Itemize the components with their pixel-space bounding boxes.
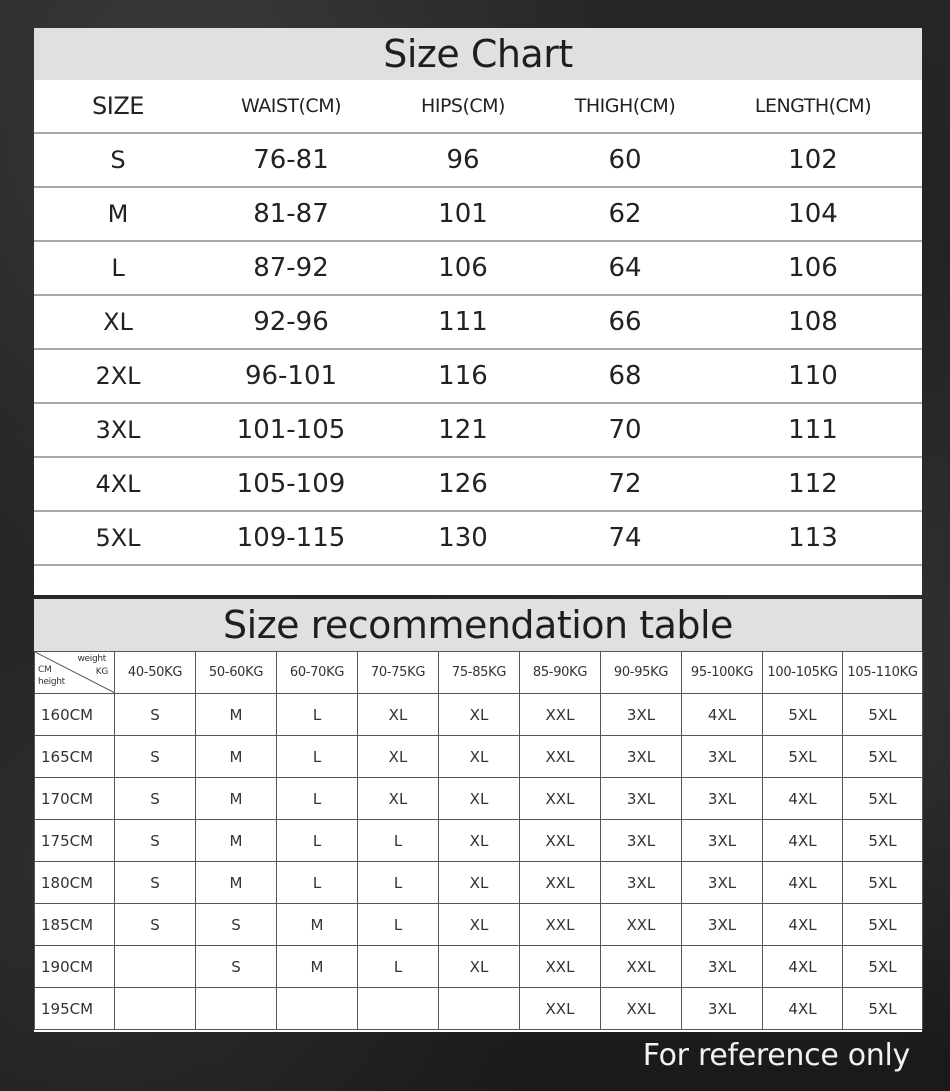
size-cell: S — [196, 946, 277, 988]
height-label: 170CM — [35, 778, 115, 820]
corner-weight-label: weight — [77, 654, 106, 664]
size-chart-panel — [34, 28, 922, 595]
height-label: 165CM — [35, 736, 115, 778]
cell-hips: 121 — [438, 415, 488, 445]
corner-cell — [35, 652, 115, 694]
cell-size: 3XL — [95, 416, 141, 444]
height-label: 160CM — [35, 694, 115, 736]
cell-size: 4XL — [95, 470, 141, 498]
size-cell: 4XL — [763, 904, 843, 946]
cell-waist: 109-115 — [236, 523, 346, 553]
size-cell: XL — [439, 778, 520, 820]
size-cell: 3XL — [601, 778, 682, 820]
size-cell: 3XL — [601, 862, 682, 904]
weight-header: 85-90KG — [520, 652, 601, 694]
cell-waist: 76-81 — [253, 145, 329, 175]
size-cell: L — [358, 904, 439, 946]
size-cell: XL — [358, 736, 439, 778]
size-cell: M — [277, 946, 358, 988]
size-cell: 4XL — [763, 778, 843, 820]
header-thigh: THIGH(CM) — [574, 95, 676, 117]
recommendation-table — [34, 651, 923, 1030]
size-cell: L — [277, 694, 358, 736]
cell-hips: 101 — [438, 199, 488, 229]
size-cell: XL — [439, 820, 520, 862]
table-row — [35, 820, 923, 862]
header-length: LENGTH(CM) — [754, 95, 872, 117]
size-cell: S — [115, 778, 196, 820]
size-chart-header-row — [34, 80, 922, 134]
weight-header: 105-110KG — [843, 652, 923, 694]
size-cell: 5XL — [763, 694, 843, 736]
size-cell: XXL — [520, 988, 601, 1030]
size-cell: L — [358, 820, 439, 862]
size-cell: M — [196, 778, 277, 820]
cell-length: 104 — [788, 199, 838, 229]
table-row — [35, 988, 923, 1030]
cell-size: 5XL — [95, 524, 141, 552]
size-cell: XXL — [520, 904, 601, 946]
size-cell: 4XL — [763, 862, 843, 904]
size-cell — [115, 946, 196, 988]
cell-thigh: 64 — [608, 253, 642, 283]
cell-length: 110 — [788, 361, 838, 391]
weight-header: 100-105KG — [763, 652, 843, 694]
size-cell: XL — [439, 904, 520, 946]
size-cell: XL — [439, 862, 520, 904]
size-cell: 3XL — [682, 904, 763, 946]
cell-thigh: 62 — [608, 199, 642, 229]
height-label: 180CM — [35, 862, 115, 904]
size-cell: M — [196, 820, 277, 862]
size-cell: L — [277, 736, 358, 778]
size-cell: 3XL — [682, 736, 763, 778]
size-cell: 3XL — [682, 778, 763, 820]
cell-waist: 101-105 — [236, 415, 346, 445]
cell-waist: 87-92 — [253, 253, 329, 283]
weight-header: 60-70KG — [277, 652, 358, 694]
cell-size: L — [111, 254, 125, 282]
size-cell: 3XL — [601, 694, 682, 736]
size-cell: M — [196, 862, 277, 904]
size-cell: L — [358, 946, 439, 988]
table-row — [35, 946, 923, 988]
cell-length: 113 — [788, 523, 838, 553]
size-chart-row — [34, 512, 922, 566]
size-cell: S — [115, 736, 196, 778]
header-waist: WAIST(CM) — [241, 95, 341, 117]
size-cell — [277, 988, 358, 1030]
size-cell: 3XL — [601, 820, 682, 862]
size-cell: S — [115, 820, 196, 862]
size-cell: 4XL — [682, 694, 763, 736]
size-cell: 5XL — [843, 862, 923, 904]
weight-header: 70-75KG — [358, 652, 439, 694]
size-cell: XXL — [520, 694, 601, 736]
size-chart-row — [34, 188, 922, 242]
size-cell: 4XL — [763, 820, 843, 862]
cell-size: S — [110, 146, 126, 174]
cell-thigh: 74 — [608, 523, 642, 553]
weight-header: 75-85KG — [439, 652, 520, 694]
size-cell — [115, 988, 196, 1030]
size-cell: 4XL — [763, 946, 843, 988]
cell-length: 102 — [788, 145, 838, 175]
size-chart-row — [34, 458, 922, 512]
cell-size: M — [107, 200, 129, 228]
size-cell: S — [115, 694, 196, 736]
size-cell: XXL — [520, 736, 601, 778]
recommendation-panel — [34, 599, 922, 1032]
size-cell: XL — [439, 736, 520, 778]
size-cell: XXL — [520, 946, 601, 988]
cell-hips: 126 — [438, 469, 488, 499]
size-chart-title: Size Chart — [34, 28, 922, 80]
cell-length: 106 — [788, 253, 838, 283]
size-cell: L — [277, 820, 358, 862]
weight-header: 90-95KG — [601, 652, 682, 694]
size-cell: S — [196, 904, 277, 946]
size-chart-row — [34, 296, 922, 350]
height-label: 185CM — [35, 904, 115, 946]
size-cell: XXL — [520, 862, 601, 904]
height-label: 195CM — [35, 988, 115, 1030]
corner-kg-label: KG — [95, 667, 108, 677]
size-cell: 5XL — [843, 694, 923, 736]
size-cell: XXL — [520, 778, 601, 820]
table-row — [35, 904, 923, 946]
size-cell — [358, 988, 439, 1030]
cell-size: XL — [103, 308, 133, 336]
size-cell: 4XL — [763, 988, 843, 1030]
size-cell: 3XL — [682, 946, 763, 988]
size-cell: XL — [358, 694, 439, 736]
size-cell: 5XL — [843, 946, 923, 988]
size-cell: L — [277, 778, 358, 820]
weight-header: 50-60KG — [196, 652, 277, 694]
size-cell: 5XL — [843, 904, 923, 946]
size-cell: M — [196, 736, 277, 778]
size-chart-row — [34, 242, 922, 296]
cell-thigh: 72 — [608, 469, 642, 499]
table-row — [35, 694, 923, 736]
recommendation-title: Size recommendation table — [34, 599, 922, 651]
cell-thigh: 68 — [608, 361, 642, 391]
size-cell: M — [196, 694, 277, 736]
size-cell: XXL — [601, 946, 682, 988]
recommendation-header-row — [35, 652, 923, 694]
cell-thigh: 70 — [608, 415, 642, 445]
size-cell: 5XL — [763, 736, 843, 778]
size-cell: XXL — [601, 904, 682, 946]
size-cell: 3XL — [601, 736, 682, 778]
weight-header: 40-50KG — [115, 652, 196, 694]
cell-hips: 96 — [446, 145, 480, 175]
table-row — [35, 862, 923, 904]
corner-cm-label: CM — [38, 665, 52, 675]
cell-length: 111 — [788, 415, 838, 445]
cell-size: 2XL — [95, 362, 141, 390]
cell-hips: 106 — [438, 253, 488, 283]
header-size: SIZE — [92, 92, 144, 120]
height-label: 175CM — [35, 820, 115, 862]
table-row — [35, 778, 923, 820]
size-cell: S — [115, 904, 196, 946]
footer-note: For reference only — [642, 1038, 910, 1073]
size-cell: XL — [439, 694, 520, 736]
weight-header: 95-100KG — [682, 652, 763, 694]
cell-hips: 111 — [438, 307, 488, 337]
size-cell: S — [115, 862, 196, 904]
cell-length: 112 — [788, 469, 838, 499]
size-cell — [439, 988, 520, 1030]
header-hips: HIPS(CM) — [421, 95, 505, 117]
corner-height-label: height — [38, 677, 65, 687]
size-cell: L — [277, 862, 358, 904]
size-cell: M — [277, 904, 358, 946]
size-chart-row — [34, 134, 922, 188]
cell-length: 108 — [788, 307, 838, 337]
size-cell: 3XL — [682, 820, 763, 862]
cell-thigh: 60 — [608, 145, 642, 175]
size-cell: 3XL — [682, 862, 763, 904]
size-cell: 5XL — [843, 820, 923, 862]
size-cell: XXL — [601, 988, 682, 1030]
cell-waist: 105-109 — [236, 469, 346, 499]
size-cell: 5XL — [843, 988, 923, 1030]
cell-waist: 81-87 — [253, 199, 329, 229]
size-chart-body — [34, 134, 922, 566]
cell-hips: 130 — [438, 523, 488, 553]
cell-waist: 96-101 — [244, 361, 338, 391]
size-cell: XXL — [520, 820, 601, 862]
cell-waist: 92-96 — [253, 307, 329, 337]
size-cell — [196, 988, 277, 1030]
size-chart-row — [34, 350, 922, 404]
table-row — [35, 736, 923, 778]
height-label: 190CM — [35, 946, 115, 988]
size-cell: XL — [439, 946, 520, 988]
size-cell: 5XL — [843, 778, 923, 820]
cell-thigh: 66 — [608, 307, 642, 337]
size-cell: L — [358, 862, 439, 904]
size-cell: 3XL — [682, 988, 763, 1030]
size-cell: 5XL — [843, 736, 923, 778]
size-chart-row — [34, 404, 922, 458]
cell-hips: 116 — [438, 361, 488, 391]
size-cell: XL — [358, 778, 439, 820]
